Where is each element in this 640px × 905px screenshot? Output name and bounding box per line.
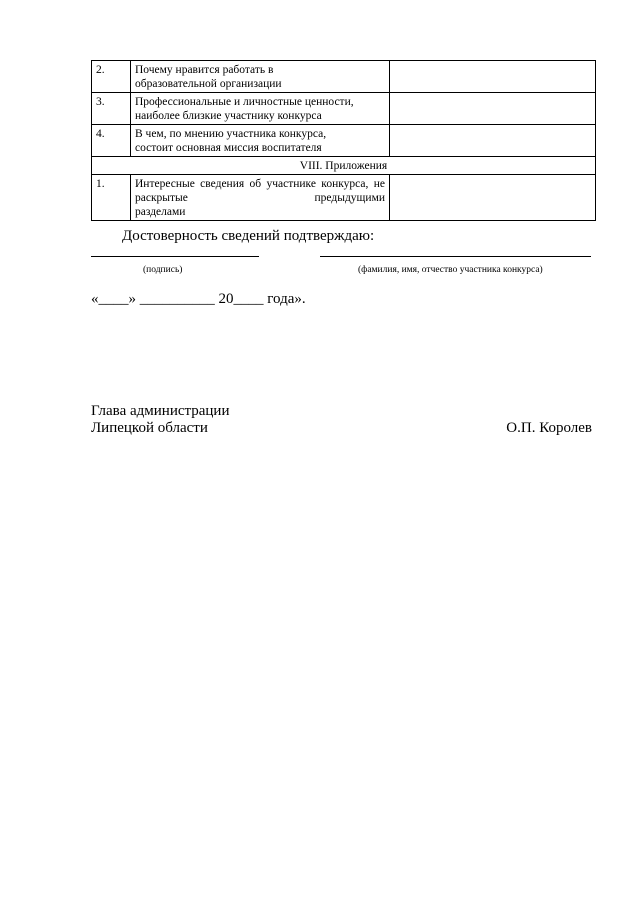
question-line: Почему нравится работать в <box>135 64 274 76</box>
question-line: наиболее близкие участнику конкурса <box>135 110 322 122</box>
confirmation-statement: Достоверность сведений подтверждаю: <box>122 228 375 244</box>
table-row <box>92 93 596 125</box>
signature-caption: (подпись) <box>143 265 183 275</box>
signer-name: О.П. Королев <box>506 420 592 436</box>
table-row <box>92 61 596 93</box>
answer-cell[interactable] <box>390 93 596 125</box>
row-number: 2. <box>92 61 131 93</box>
full-name-caption: (фамилия, имя, отчество участника конкурса) <box>358 265 543 275</box>
row-question <box>131 61 390 93</box>
question-text-last-line: разделами <box>135 206 186 218</box>
section-title: VIII. Приложения <box>92 157 596 175</box>
question-text: Интересные сведения об участнике конкурса, не раскрытые предыдущими <box>135 178 385 204</box>
question-line: В чем, по мнению участника конкурса, <box>135 128 327 140</box>
answer-cell[interactable] <box>390 125 596 157</box>
position-line: Липецкой области <box>91 420 208 436</box>
row-question <box>131 93 390 125</box>
question-line: состоит основная миссия воспитателя <box>135 142 322 154</box>
row-question <box>131 175 390 221</box>
official-position <box>91 403 229 437</box>
row-question <box>131 125 390 157</box>
position-line: Глава администрации <box>91 403 230 419</box>
full-name-line[interactable] <box>320 256 591 257</box>
row-number: 1. <box>92 175 131 221</box>
question-line: Профессиональные и личностные ценности, <box>135 96 354 108</box>
signature-line[interactable] <box>91 256 259 257</box>
answer-cell[interactable] <box>390 61 596 93</box>
question-line: образовательной организации <box>135 78 282 90</box>
date-line: «____» __________ 20____ года». <box>91 291 306 307</box>
questionnaire-table <box>91 60 596 221</box>
table-row <box>92 125 596 157</box>
section-header-row <box>92 157 596 175</box>
row-number: 3. <box>92 93 131 125</box>
table-row <box>92 175 596 221</box>
answer-cell[interactable] <box>390 175 596 221</box>
row-number: 4. <box>92 125 131 157</box>
